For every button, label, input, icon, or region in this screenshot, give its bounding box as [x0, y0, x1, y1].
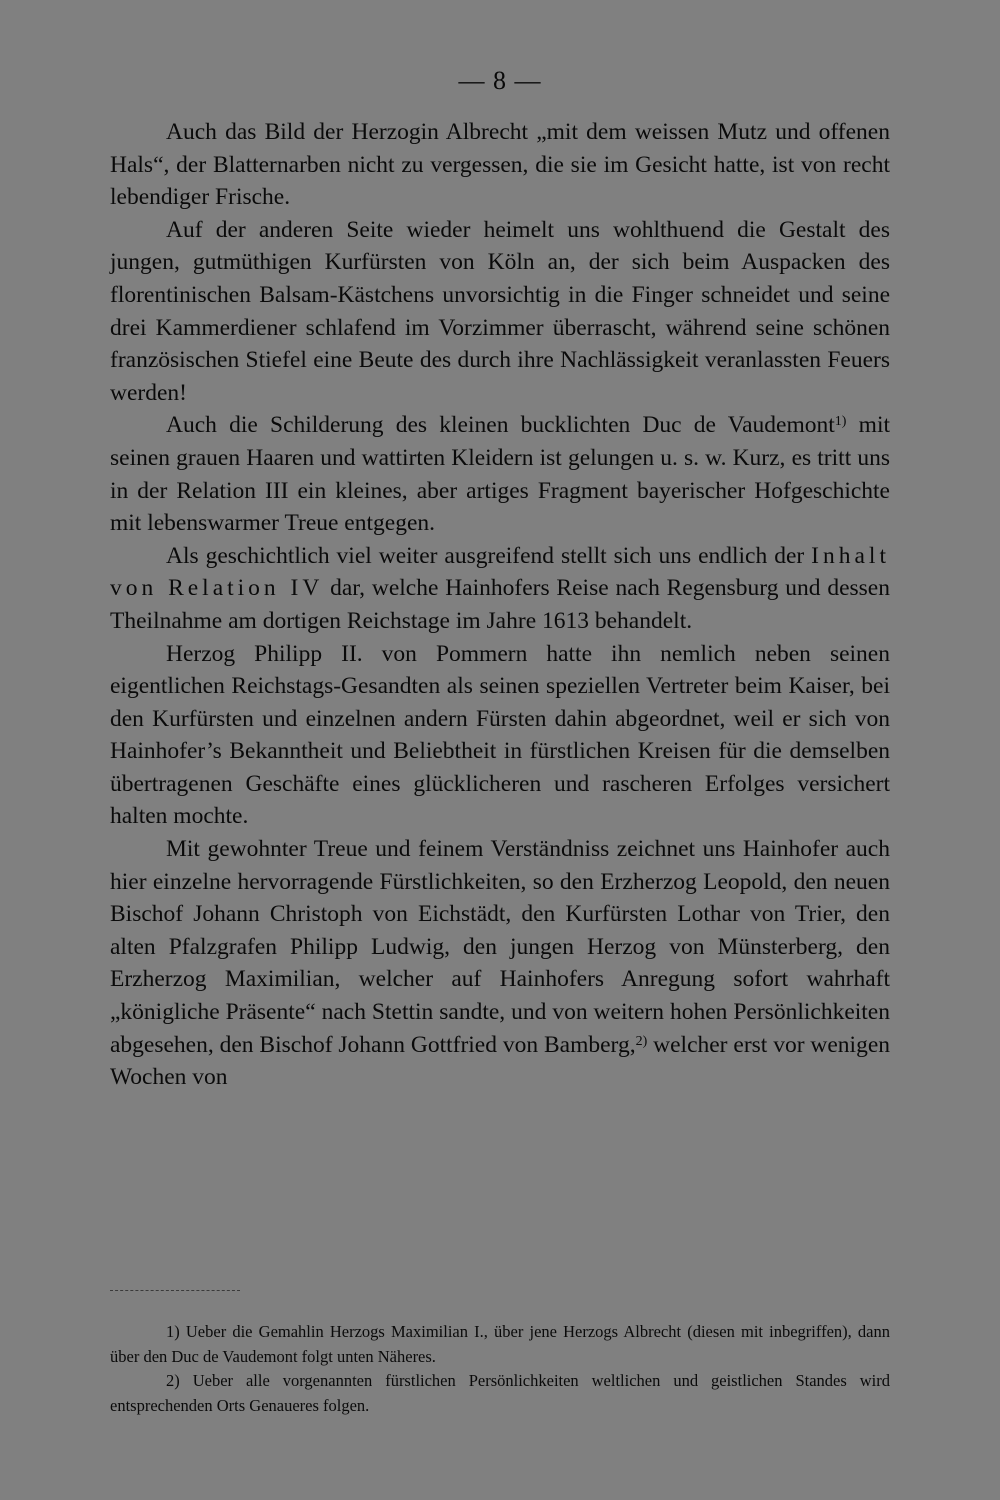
footnote: 2) Ueber alle vorgenannten fürstlichen Persönlichkeiten weltlichen und geistlichen Standes wird entsprechenden Orts Genaueres folgen.: [110, 1371, 890, 1415]
paragraph: [110, 833, 890, 1094]
paragraph-text: Mit gewohnter Treue und feinem Verständniss zeichnet uns Hainhofer auch hier einzelne hervorragende Fürstlichkeiten, so den Erzherzog Leopold, den neuen Bischof Johann Christoph von Eichstädt, den Kurfürsten Lothar von Trier, den alten Pfalzgrafen Philipp Ludwig, den jungen Herzog von Münsterberg, den Erzherzog Maximilian, welcher auf Hainhofers Anregung sofort wahrhaft „königliche Präsente“ nach Stettin sandte, und von weitern hohen Persönlichkeiten abgesehen, den Bischof Johann Gottfried von Bamberg,: [110, 836, 890, 1058]
page-number: — 8 —: [458, 66, 542, 95]
paragraph: [110, 540, 890, 638]
footnote-separator: [110, 1290, 240, 1291]
paragraph-text: mit seinen grauen Haaren und wattirten Kleidern ist gelungen u. s. w. Kurz, es tritt uns in der Relation III ein kleines, aber artiges Fragment bayerischer Hofgeschichte mit lebenswarmer Treue entgegen.: [110, 412, 890, 537]
paragraph-text: Auf der anderen Seite wieder heimelt uns wohlthuend die Gestalt des jungen, gutmüthigen Kurfürsten von Köln an, der sich beim Auspacken des florentinischen Balsam-Kästchens unvorsichtig in die Finger schneidet und seine drei Kammerdiener schlafend im Vorzimmer überrascht, während seine schönen französischen Stiefel eine Beute des durch ihre Nachlässigkeit veranlassten Feuers werden!: [110, 216, 890, 406]
paragraph: [110, 116, 890, 214]
paragraph-text: Auch das Bild der Herzogin Albrecht „mit dem weissen Mutz und offenen Hals“, der Blatternarben nicht zu vergessen, die sie im Gesicht hatte, ist von recht lebendiger Frische.: [110, 119, 890, 211]
emphasized-text: Inhalt von Relation IV: [110, 542, 890, 602]
paragraph-text: dar, welche Hainhofers Reise nach Regensburg und dessen Theilnahme am dortigen Reichstage im Jahre 1613 behandelt.: [110, 575, 890, 634]
footnote-reference: 1): [834, 414, 847, 430]
paragraph: [110, 409, 890, 539]
paragraph-text: welcher erst vor wenigen Wochen von: [110, 1031, 890, 1091]
body-text: [110, 116, 890, 1094]
paragraph-text: Als geschichtlich viel weiter ausgreifend stellt sich uns endlich der: [166, 542, 812, 569]
paragraph: [110, 638, 890, 834]
paragraph-text: Herzog Philipp II. von Pommern hatte ihn nemlich neben seinen eigentlichen Reichstags-Gesandten als seinen speziellen Vertreter beim Kaiser, bei den Kurfürsten und einzelnen andern Fürsten dahin abgeordnet, weil er sich von Hainhofer’s Bekanntheit und Beliebtheit in fürstlichen Kreisen für die demselben übertragenen Geschäfte eines glücklicheren und rascheren Erfolges versichert halten mochte.: [110, 640, 890, 830]
footnote-reference: 2): [635, 1033, 648, 1049]
footnote: 1) Ueber die Gemahlin Herzogs Maximilian I., über jene Herzogs Albrecht (diesen mit inbegriffen), dann über den Duc de Vaudemont folgt unten Näheres.: [110, 1322, 890, 1366]
paragraph-text: Auch die Schilderung des kleinen bucklichten Duc de Vaudemont: [166, 412, 835, 439]
paragraph: [110, 214, 890, 410]
footnotes: [110, 1320, 890, 1418]
